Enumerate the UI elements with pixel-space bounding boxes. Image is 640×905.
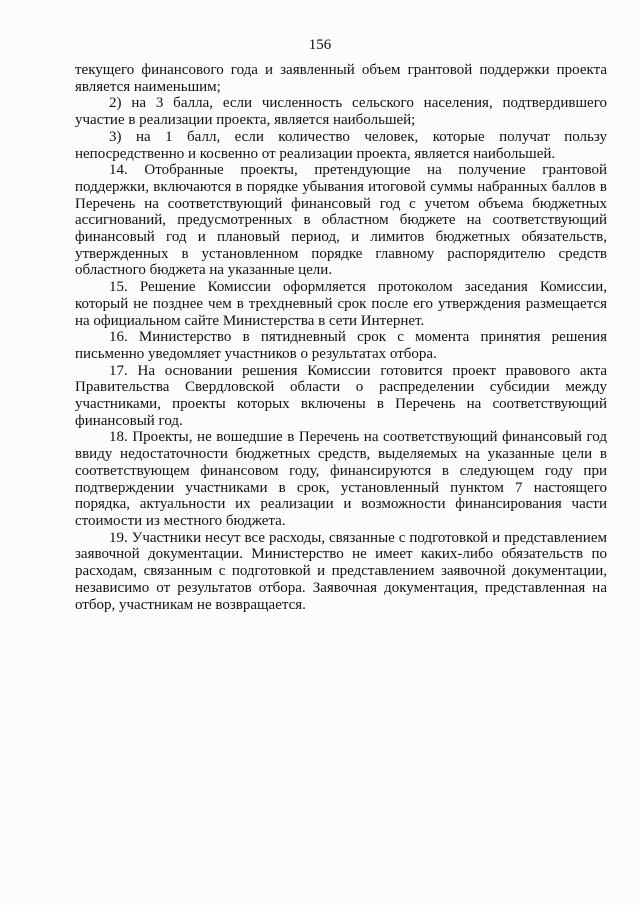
paragraph-17: 17. На основании решения Комиссии готовится проект правового акта Правительства Свердловской области о распределении субсидии между участниками, проекты которых включены в Перечень на соответствующий финансовый год. — [75, 362, 607, 429]
page-number: 156 — [308, 37, 332, 53]
paragraph-18: 18. Проекты, не вошедшие в Перечень на соответствующий финансовый год ввиду недостаточности бюджетных средств, выделяемых на указанные цели в соответствующем финансовом году, финансируются в следующем году при подтверждении участниками в срок, установленный пунктом 7 настоящего порядка, актуальности их реализации и возможности финансирования части стоимости из местного бюджета. — [75, 429, 607, 529]
paragraph-14: 14. Отобранные проекты, претендующие на получение грантовой поддержки, включаются в порядке убывания итоговой суммы набранных баллов в Перечень на соответствующий финансовый год с учетом объема бюджетных ассигнований, предусмотренных в областном бюджете на соответствующий финансовый год и плановый период, и лимитов бюджетных обязательств, утвержденных в установленном порядке главному распорядителю средств областного бюджета на указанные цели. — [75, 162, 607, 279]
paragraph-item-2: 2) на 3 балла, если численность сельского населения, подтвердившего участие в реализации проекта, является наибольшей; — [75, 95, 607, 129]
paragraph-item-3: 3) на 1 балл, если количество человек, которые получат пользу непосредственно и косвенно от реализации проекта, является наибольшей. — [75, 128, 607, 162]
paragraph-19: 19. Участники несут все расходы, связанные с подготовкой и представлением заявочной документации. Министерство не имеет каких-либо обязательств по расходам, связанным с подготовкой и представлением заявочной документации, независимо от результатов отбора. Заявочная документация, представленная на отбор, участникам не возвращается. — [75, 529, 607, 613]
paragraph-15: 15. Решение Комиссии оформляется протоколом заседания Комиссии, который не позднее чем в трехдневный срок после его утверждения размещается на официальном сайте Министерства в сети Интернет. — [75, 279, 607, 329]
paragraph-continuation: текущего финансового года и заявленный объем грантовой поддержки проекта является наименьшим; — [75, 62, 607, 95]
document-body — [75, 62, 607, 613]
paragraph-16: 16. Министерство в пятидневный срок с момента принятия решения письменно уведомляет участников о результатах отбора. — [75, 329, 607, 362]
